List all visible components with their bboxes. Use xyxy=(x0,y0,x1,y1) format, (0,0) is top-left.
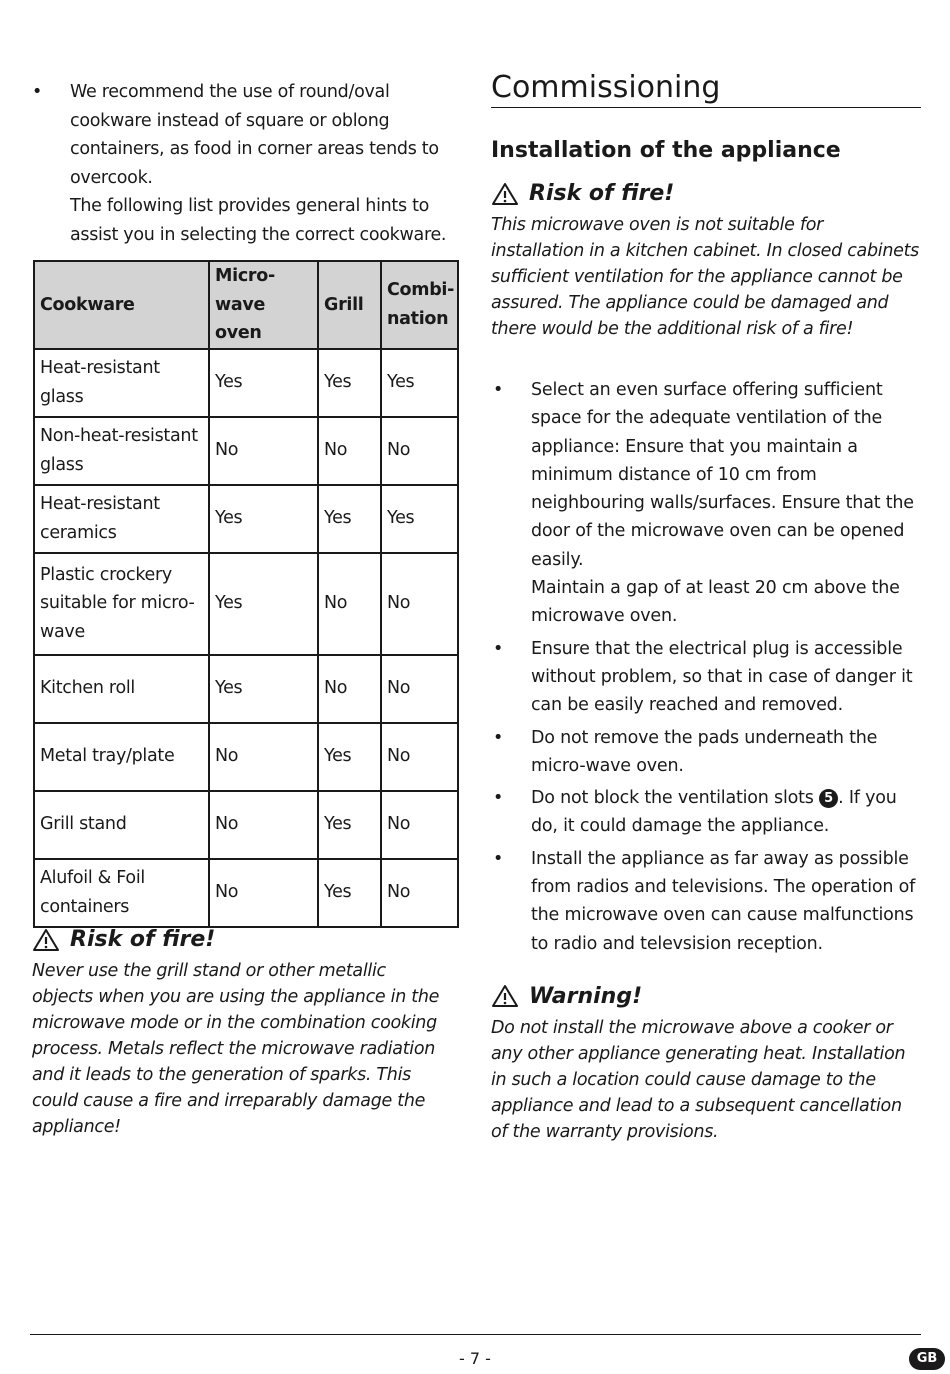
cell-microwave: No xyxy=(209,723,318,791)
intro-text-2: The following list provides general hints to assist you in selecting the correct cookware. xyxy=(70,196,447,245)
warning-triangle-icon xyxy=(491,984,519,1008)
cell-grill: Yes xyxy=(318,859,381,927)
warning-triangle-icon xyxy=(32,928,60,952)
cell-grill: Yes xyxy=(318,485,381,553)
cell-combination: Yes xyxy=(381,485,458,553)
section-subheading: Installation of the appliance xyxy=(491,138,841,163)
cell-cookware: Non-heat-resistant glass xyxy=(34,417,209,485)
intro-bullet xyxy=(30,78,455,249)
cell-microwave: Yes xyxy=(209,485,318,553)
cell-combination: No xyxy=(381,859,458,927)
cell-combination: No xyxy=(381,655,458,723)
language-badge: GB xyxy=(909,1348,945,1370)
left-warning-heading xyxy=(32,927,457,952)
cell-cookware: Kitchen roll xyxy=(34,655,209,723)
list-item-text: Install the appliance as far away as possible from radios and televisions. The operation of the microwave oven can cause malfunctions to radio and televsision reception. xyxy=(531,848,916,954)
header-cookware: Cookware xyxy=(34,261,209,349)
list-item-text: Ensure that the electrical plug is accessible without problem, so that in case of danger it can be easily reached and removed. xyxy=(531,638,913,716)
header-grill: Grill xyxy=(318,261,381,349)
cell-grill: No xyxy=(318,553,381,655)
cell-cookware: Alufoil & Foil containers xyxy=(34,859,209,927)
left-column xyxy=(30,78,455,249)
right-column xyxy=(491,70,921,1145)
cell-cookware: Metal tray/plate xyxy=(34,723,209,791)
header-combination: Combi-nation xyxy=(381,261,458,349)
list-item-text: Maintain a gap of at least 20 cm above the microwave oven. xyxy=(531,578,900,627)
list-item: • Ensure that the electrical plug is accessible without problem, so that in case of danger it can be easily reached and removed. xyxy=(491,635,921,720)
right-warning-block-1 xyxy=(491,181,921,342)
cell-microwave: Yes xyxy=(209,655,318,723)
list-item: • Do not remove the pads underneath the micro-wave oven. xyxy=(491,724,921,781)
cell-combination: No xyxy=(381,791,458,859)
table-row xyxy=(34,859,458,927)
list-item-text: Do not remove the pads underneath the micro-wave oven. xyxy=(531,727,878,776)
page-number: - 7 - xyxy=(459,1349,491,1368)
table-row xyxy=(34,417,458,485)
left-warning-block xyxy=(32,927,457,1140)
cell-grill: Yes xyxy=(318,791,381,859)
header-microwave: Micro-wave oven xyxy=(209,261,318,349)
installation-bullets xyxy=(491,376,921,958)
list-item-text: Select an even surface offering sufficient space for the adequate ventilation of the appliance: Ensure that you maintain a minimum distance of 10 cm from neighbouring walls/surfaces. Ensure that the door of the microwave oven can be opened easily. xyxy=(531,380,914,570)
table-row xyxy=(34,723,458,791)
right-warning-text-1: This microwave oven is not suitable for installation in a kitchen cabinet. In closed cabinets sufficient ventilation for the appliance cannot be assured. The appliance could be damaged and there would be the additional risk of a fire! xyxy=(491,215,919,339)
list-item: • Install the appliance as far away as possible from radios and televisions. The operation of the microwave oven can cause malfunctions to radio and televsision reception. xyxy=(491,845,921,958)
right-warning-title-2: Warning! xyxy=(529,983,643,1009)
cell-microwave: No xyxy=(209,417,318,485)
cell-microwave: No xyxy=(209,859,318,927)
cell-grill: No xyxy=(318,655,381,723)
footer-divider xyxy=(30,1334,921,1335)
right-warning-heading-1 xyxy=(491,181,921,206)
section-heading: Commissioning xyxy=(491,70,921,108)
left-warning-text: Never use the grill stand or other metallic objects when you are using the appliance in the microwave mode or in the combination cooking process. Metals reflect the microwave radiation and it leads to the generation of sparks. This could cause a fire and irreparably damage the appliance! xyxy=(32,961,440,1137)
table-row xyxy=(34,553,458,655)
cookware-table xyxy=(33,260,459,928)
list-item: • Do not block the ventilation slots 5 . If you do, it could damage the appliance. xyxy=(491,784,921,841)
right-warning-block-2 xyxy=(491,984,921,1145)
table-row xyxy=(34,791,458,859)
cell-cookware: Plastic crockery suitable for micro-wave xyxy=(34,553,209,655)
list-item-text-part: Do not block the ventilation slots xyxy=(531,788,814,809)
list-item: • Select an even surface offering sufficient space for the adequate ventilation of the appliance: Ensure that you maintain a minimum distance of 10 cm from neighbouring walls/surfaces. Ensure that the door of the microwave oven can be opened easily. Maintain a gap of at least 20 cm above the microwave oven. xyxy=(491,376,921,631)
table-row xyxy=(34,655,458,723)
cell-grill: Yes xyxy=(318,349,381,417)
cell-cookware: Heat-resistant glass xyxy=(34,349,209,417)
left-warning-title: Risk of fire! xyxy=(70,927,216,952)
intro-text-1: We recommend the use of round/oval cookware instead of square or oblong containers, as food in corner areas tends to overcook. xyxy=(70,82,439,188)
cell-cookware: Heat-resistant ceramics xyxy=(34,485,209,553)
right-warning-heading-2 xyxy=(491,984,921,1009)
cell-combination: No xyxy=(381,553,458,655)
table-row xyxy=(34,349,458,417)
table-row xyxy=(34,485,458,553)
table-header-row xyxy=(34,261,458,349)
right-warning-text-2: Do not install the microwave above a cooker or any other appliance generating heat. Installation in such a location could cause damage to the appliance and lead to a subsequent cancellation of the warranty provisions. xyxy=(491,1017,906,1142)
cell-microwave: Yes xyxy=(209,553,318,655)
ventilation-slot-number-icon: 5 xyxy=(819,789,838,808)
cell-microwave: Yes xyxy=(209,349,318,417)
cell-microwave: No xyxy=(209,791,318,859)
cell-combination: No xyxy=(381,417,458,485)
right-warning-title-1: Risk of fire! xyxy=(529,181,675,206)
cell-grill: No xyxy=(318,417,381,485)
cell-combination: No xyxy=(381,723,458,791)
warning-triangle-icon xyxy=(491,182,519,206)
bullet-marker: • xyxy=(32,82,43,102)
cell-cookware: Grill stand xyxy=(34,791,209,859)
list-item-text-part: . If you do, it could damage the appliance. xyxy=(531,788,897,837)
list-item-text xyxy=(531,784,921,841)
cell-combination: Yes xyxy=(381,349,458,417)
cell-grill: Yes xyxy=(318,723,381,791)
